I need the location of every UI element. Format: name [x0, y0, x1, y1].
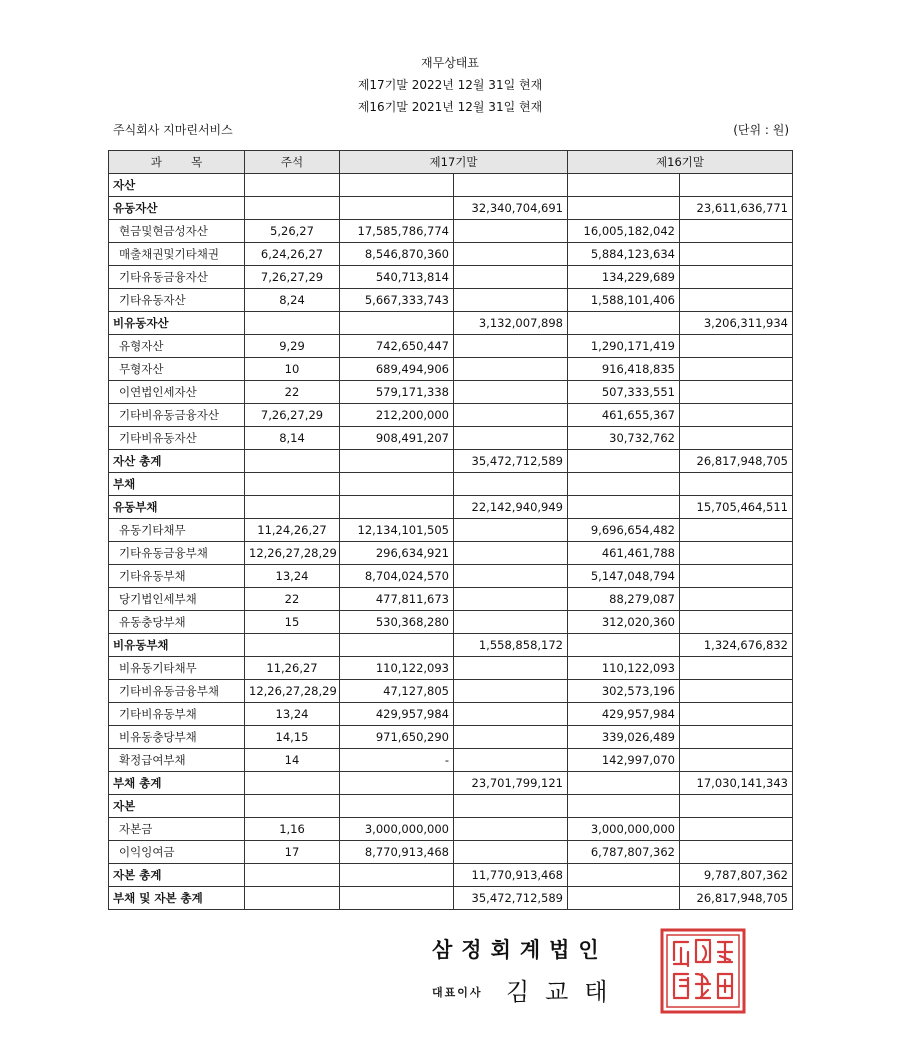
current-detail-cell — [340, 450, 454, 473]
account-cell: 비유동부채 — [109, 634, 245, 657]
prior-total-cell — [680, 381, 793, 404]
account-cell: 확정급여부채 — [109, 749, 245, 772]
note-cell: 14 — [245, 749, 340, 772]
current-total-cell — [454, 795, 568, 818]
prior-detail-cell — [568, 496, 680, 519]
table-row — [109, 818, 793, 841]
prior-detail-cell: 429,957,984 — [568, 703, 680, 726]
prior-detail-cell: 16,005,182,042 — [568, 220, 680, 243]
current-total-cell — [454, 657, 568, 680]
account-cell: 무형자산 — [109, 358, 245, 381]
current-total-cell — [454, 473, 568, 496]
note-cell — [245, 634, 340, 657]
table-row — [109, 726, 793, 749]
prior-total-cell — [680, 335, 793, 358]
current-total-cell — [454, 749, 568, 772]
current-detail-cell: 5,667,333,743 — [340, 289, 454, 312]
prior-detail-cell: 3,000,000,000 — [568, 818, 680, 841]
current-detail-cell: 579,171,338 — [340, 381, 454, 404]
account-cell: 기타유동자산 — [109, 289, 245, 312]
note-cell: 14,15 — [245, 726, 340, 749]
header-note: 주석 — [245, 151, 340, 174]
current-detail-cell: 17,585,786,774 — [340, 220, 454, 243]
note-cell: 5,26,27 — [245, 220, 340, 243]
account-cell: 당기법인세부채 — [109, 588, 245, 611]
prior-total-cell — [680, 243, 793, 266]
current-total-cell — [454, 680, 568, 703]
table-row — [109, 841, 793, 864]
table-row — [109, 266, 793, 289]
current-total-cell — [454, 611, 568, 634]
current-total-cell — [454, 266, 568, 289]
table-row — [109, 611, 793, 634]
account-cell: 자본 총계 — [109, 864, 245, 887]
prior-detail-cell: 916,418,835 — [568, 358, 680, 381]
prior-total-cell — [680, 703, 793, 726]
account-cell: 유동충당부채 — [109, 611, 245, 634]
prior-total-cell: 15,705,464,511 — [680, 496, 793, 519]
prior-detail-cell — [568, 312, 680, 335]
prior-total-cell — [680, 266, 793, 289]
note-cell — [245, 197, 340, 220]
prior-detail-cell: 88,279,087 — [568, 588, 680, 611]
current-total-cell — [454, 358, 568, 381]
note-cell: 9,29 — [245, 335, 340, 358]
current-detail-cell — [340, 772, 454, 795]
table-row — [109, 243, 793, 266]
note-cell — [245, 473, 340, 496]
account-cell: 기타비유동금융자산 — [109, 404, 245, 427]
table-row — [109, 749, 793, 772]
account-cell: 자산 총계 — [109, 450, 245, 473]
prior-total-cell: 17,030,141,343 — [680, 772, 793, 795]
note-cell: 22 — [245, 588, 340, 611]
table-row — [109, 542, 793, 565]
prior-detail-cell: 110,122,093 — [568, 657, 680, 680]
prior-total-cell — [680, 726, 793, 749]
prior-detail-cell — [568, 197, 680, 220]
company-seal-stamp — [660, 928, 746, 1014]
note-cell: 13,24 — [245, 565, 340, 588]
prior-detail-cell — [568, 795, 680, 818]
prior-detail-cell: 142,997,070 — [568, 749, 680, 772]
header-account: 과 목 — [109, 151, 245, 174]
title-block — [0, 52, 900, 118]
table-row — [109, 588, 793, 611]
prior-total-cell: 3,206,311,934 — [680, 312, 793, 335]
account-cell: 유형자산 — [109, 335, 245, 358]
prior-detail-cell: 507,333,551 — [568, 381, 680, 404]
current-total-cell: 35,472,712,589 — [454, 450, 568, 473]
section-row — [109, 473, 793, 496]
current-detail-cell — [340, 496, 454, 519]
section-row — [109, 864, 793, 887]
current-detail-cell: 212,200,000 — [340, 404, 454, 427]
current-detail-cell — [340, 634, 454, 657]
balance-sheet-table — [108, 150, 793, 910]
prior-total-cell — [680, 749, 793, 772]
company-name: 주식회사 지마린서비스 — [113, 123, 233, 137]
table-row — [109, 680, 793, 703]
prior-total-cell — [680, 565, 793, 588]
prior-detail-cell: 312,020,360 — [568, 611, 680, 634]
prior-detail-cell — [568, 450, 680, 473]
current-detail-cell: 3,000,000,000 — [340, 818, 454, 841]
note-cell: 17 — [245, 841, 340, 864]
prior-detail-cell: 1,290,171,419 — [568, 335, 680, 358]
current-total-cell — [454, 404, 568, 427]
prior-detail-cell: 302,573,196 — [568, 680, 680, 703]
prior-total-cell — [680, 657, 793, 680]
prior-total-cell: 9,787,807,362 — [680, 864, 793, 887]
current-detail-cell — [340, 887, 454, 910]
table-row — [109, 404, 793, 427]
note-cell — [245, 450, 340, 473]
note-cell — [245, 864, 340, 887]
prior-detail-cell: 1,588,101,406 — [568, 289, 680, 312]
section-row — [109, 174, 793, 197]
section-row — [109, 450, 793, 473]
account-cell: 유동기타채무 — [109, 519, 245, 542]
current-total-cell: 1,558,858,172 — [454, 634, 568, 657]
prior-total-cell — [680, 220, 793, 243]
current-detail-cell — [340, 473, 454, 496]
current-detail-cell: 477,811,673 — [340, 588, 454, 611]
current-total-cell — [454, 841, 568, 864]
note-cell: 7,26,27,29 — [245, 266, 340, 289]
current-detail-cell — [340, 312, 454, 335]
current-detail-cell: 908,491,207 — [340, 427, 454, 450]
current-detail-cell: 47,127,805 — [340, 680, 454, 703]
table-row — [109, 335, 793, 358]
prior-total-cell — [680, 473, 793, 496]
account-cell: 자산 — [109, 174, 245, 197]
account-cell: 유동부채 — [109, 496, 245, 519]
representative-title: 대표이사 — [432, 986, 483, 999]
period-prior: 제16기말 2021년 12월 31일 현재 — [357, 100, 543, 114]
current-total-cell — [454, 243, 568, 266]
current-total-cell — [454, 220, 568, 243]
prior-total-cell — [680, 427, 793, 450]
current-total-cell — [454, 565, 568, 588]
current-detail-cell: 8,770,913,468 — [340, 841, 454, 864]
account-cell: 부채 — [109, 473, 245, 496]
prior-detail-cell — [568, 887, 680, 910]
current-total-cell: 3,132,007,898 — [454, 312, 568, 335]
account-cell: 자본금 — [109, 818, 245, 841]
section-row — [109, 795, 793, 818]
account-cell: 이연법인세자산 — [109, 381, 245, 404]
prior-total-cell — [680, 289, 793, 312]
account-cell: 비유동충당부채 — [109, 726, 245, 749]
table-row — [109, 358, 793, 381]
account-cell: 유동자산 — [109, 197, 245, 220]
note-cell: 1,16 — [245, 818, 340, 841]
prior-detail-cell — [568, 174, 680, 197]
prior-total-cell: 1,324,676,832 — [680, 634, 793, 657]
statement-title: 재무상태표 — [421, 56, 479, 70]
note-cell: 12,26,27,28,29 — [245, 542, 340, 565]
header-prior: 제16기말 — [568, 151, 793, 174]
unit-label: (단위 : 원) — [733, 123, 789, 137]
current-detail-cell — [340, 174, 454, 197]
prior-total-cell — [680, 611, 793, 634]
current-detail-cell: 742,650,447 — [340, 335, 454, 358]
table-row — [109, 657, 793, 680]
account-cell: 자본 — [109, 795, 245, 818]
section-row — [109, 197, 793, 220]
current-detail-cell: 429,957,984 — [340, 703, 454, 726]
note-cell — [245, 795, 340, 818]
current-detail-cell — [340, 795, 454, 818]
prior-detail-cell — [568, 864, 680, 887]
prior-total-cell — [680, 818, 793, 841]
note-cell: 7,26,27,29 — [245, 404, 340, 427]
account-cell: 기타비유동자산 — [109, 427, 245, 450]
prior-detail-cell — [568, 473, 680, 496]
account-cell: 기타유동금융자산 — [109, 266, 245, 289]
prior-total-cell — [680, 588, 793, 611]
current-detail-cell: - — [340, 749, 454, 772]
current-total-cell — [454, 289, 568, 312]
account-cell: 기타유동부채 — [109, 565, 245, 588]
current-total-cell — [454, 818, 568, 841]
account-cell: 현금및현금성자산 — [109, 220, 245, 243]
current-detail-cell: 110,122,093 — [340, 657, 454, 680]
prior-total-cell — [680, 841, 793, 864]
current-total-cell — [454, 427, 568, 450]
account-cell: 매출채권및기타채권 — [109, 243, 245, 266]
table-body — [109, 174, 793, 910]
section-row — [109, 634, 793, 657]
note-cell: 12,26,27,28,29 — [245, 680, 340, 703]
current-detail-cell: 8,704,024,570 — [340, 565, 454, 588]
prior-total-cell: 23,611,636,771 — [680, 197, 793, 220]
section-row — [109, 772, 793, 795]
meta-row — [109, 121, 791, 139]
prior-detail-cell: 30,732,762 — [568, 427, 680, 450]
note-cell: 6,24,26,27 — [245, 243, 340, 266]
prior-total-cell — [680, 404, 793, 427]
prior-total-cell — [680, 795, 793, 818]
account-cell: 기타유동금융부채 — [109, 542, 245, 565]
prior-total-cell — [680, 519, 793, 542]
note-cell: 15 — [245, 611, 340, 634]
prior-total-cell — [680, 174, 793, 197]
prior-detail-cell: 339,026,489 — [568, 726, 680, 749]
prior-detail-cell: 9,696,654,482 — [568, 519, 680, 542]
current-detail-cell: 8,546,870,360 — [340, 243, 454, 266]
current-detail-cell — [340, 197, 454, 220]
note-cell — [245, 772, 340, 795]
note-cell: 10 — [245, 358, 340, 381]
prior-total-cell — [680, 680, 793, 703]
account-cell: 기타비유동부채 — [109, 703, 245, 726]
prior-total-cell: 26,817,948,705 — [680, 450, 793, 473]
prior-total-cell: 26,817,948,705 — [680, 887, 793, 910]
table-header-row — [109, 151, 793, 174]
table-row — [109, 289, 793, 312]
current-total-cell — [454, 174, 568, 197]
note-cell — [245, 174, 340, 197]
account-cell: 기타비유동금융부채 — [109, 680, 245, 703]
table-row — [109, 565, 793, 588]
note-cell: 8,24 — [245, 289, 340, 312]
current-detail-cell: 12,134,101,505 — [340, 519, 454, 542]
current-total-cell: 32,340,704,691 — [454, 197, 568, 220]
prior-detail-cell: 5,884,123,634 — [568, 243, 680, 266]
table-row — [109, 519, 793, 542]
prior-total-cell — [680, 358, 793, 381]
account-cell: 비유동자산 — [109, 312, 245, 335]
prior-detail-cell: 461,655,367 — [568, 404, 680, 427]
period-current: 제17기말 2022년 12월 31일 현재 — [357, 78, 543, 92]
section-row — [109, 312, 793, 335]
current-detail-cell: 296,634,921 — [340, 542, 454, 565]
current-total-cell — [454, 588, 568, 611]
table-row — [109, 427, 793, 450]
note-cell: 11,26,27 — [245, 657, 340, 680]
note-cell: 8,14 — [245, 427, 340, 450]
prior-detail-cell: 6,787,807,362 — [568, 841, 680, 864]
current-detail-cell — [340, 864, 454, 887]
header-current: 제17기말 — [340, 151, 568, 174]
current-total-cell — [454, 726, 568, 749]
table-row — [109, 703, 793, 726]
representative-name: 김교태 — [506, 978, 624, 1006]
note-cell: 13,24 — [245, 703, 340, 726]
current-detail-cell: 971,650,290 — [340, 726, 454, 749]
section-row — [109, 887, 793, 910]
table-row — [109, 220, 793, 243]
current-detail-cell: 689,494,906 — [340, 358, 454, 381]
table-row — [109, 381, 793, 404]
section-row — [109, 496, 793, 519]
current-total-cell — [454, 519, 568, 542]
prior-detail-cell — [568, 634, 680, 657]
prior-detail-cell: 5,147,048,794 — [568, 565, 680, 588]
account-cell: 부채 및 자본 총계 — [109, 887, 245, 910]
note-cell — [245, 496, 340, 519]
current-total-cell: 23,701,799,121 — [454, 772, 568, 795]
current-detail-cell: 540,713,814 — [340, 266, 454, 289]
prior-detail-cell: 134,229,689 — [568, 266, 680, 289]
prior-detail-cell — [568, 772, 680, 795]
account-cell: 이익잉여금 — [109, 841, 245, 864]
note-cell: 11,24,26,27 — [245, 519, 340, 542]
current-total-cell: 22,142,940,949 — [454, 496, 568, 519]
current-total-cell — [454, 703, 568, 726]
audit-firm-name: 삼정회계법인 — [432, 938, 608, 962]
current-total-cell — [454, 335, 568, 358]
current-total-cell — [454, 381, 568, 404]
current-total-cell: 11,770,913,468 — [454, 864, 568, 887]
note-cell: 22 — [245, 381, 340, 404]
account-cell: 부채 총계 — [109, 772, 245, 795]
current-detail-cell: 530,368,280 — [340, 611, 454, 634]
prior-detail-cell: 461,461,788 — [568, 542, 680, 565]
current-total-cell: 35,472,712,589 — [454, 887, 568, 910]
account-cell: 비유동기타채무 — [109, 657, 245, 680]
note-cell — [245, 887, 340, 910]
prior-total-cell — [680, 542, 793, 565]
note-cell — [245, 312, 340, 335]
current-total-cell — [454, 542, 568, 565]
